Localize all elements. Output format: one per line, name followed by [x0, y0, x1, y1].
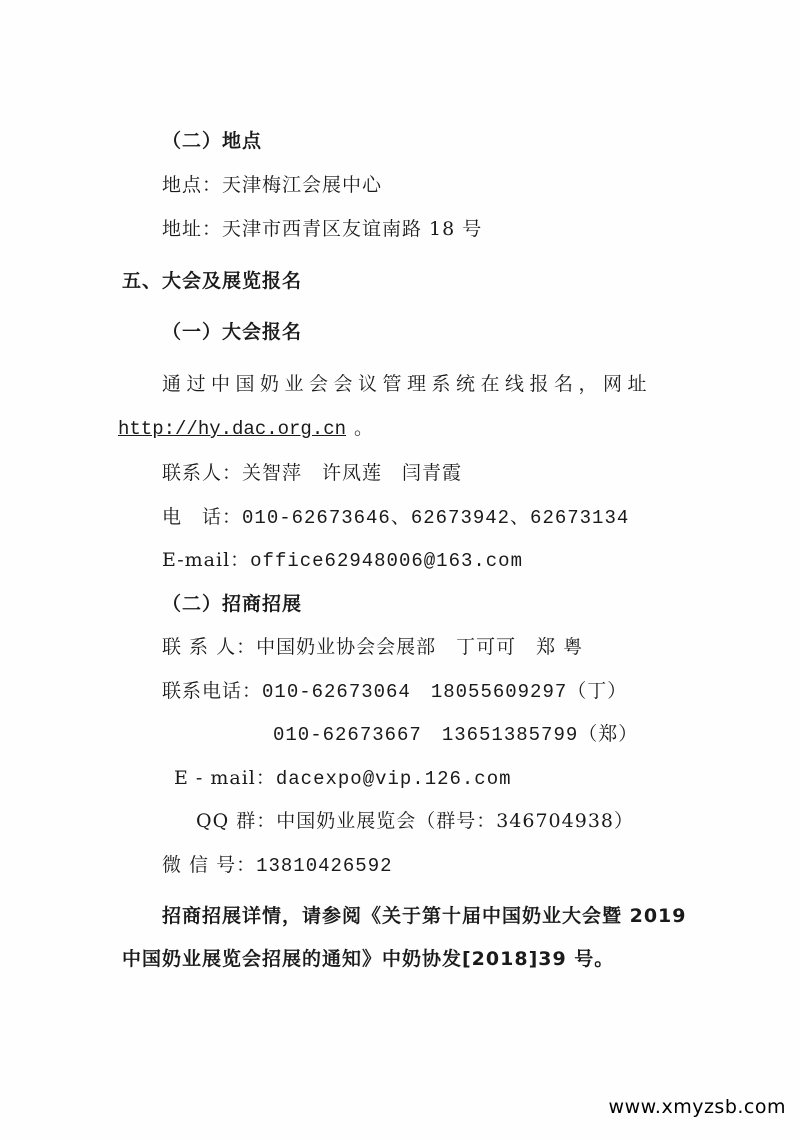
exhibition-qq-value: 中国奶业展览会（群号：346704938） — [276, 810, 634, 832]
venue-label: 地点： — [162, 174, 223, 196]
exhibition-contacts-row — [162, 632, 583, 659]
exhibition-phone-value-2: 010-62673667 13651385799（郑） — [273, 724, 639, 746]
address-row — [162, 214, 482, 241]
exhibition-email-value: dacexpo@vip.126.com — [275, 768, 512, 790]
conference-registration-heading: （一）大会报名 — [162, 321, 303, 343]
exhibition-email-row — [174, 763, 512, 790]
exhibition-wechat-row — [162, 850, 393, 877]
address-label: 地址： — [162, 218, 223, 240]
exhibition-wechat-value: 13810426592 — [256, 855, 393, 877]
registration-phone-value: 010-62673646、62673942、62673134 — [242, 507, 630, 529]
exhibition-note-line-1: 招商招展详情，请参阅《关于第十届中国奶业大会暨 2019 — [162, 905, 687, 927]
registration-text: 通过中国奶业会会议管理系统在线报名，网址 — [162, 373, 653, 395]
section-registration-heading: 五、大会及展览报名 — [122, 270, 303, 292]
exhibition-phone-label: 联系电话： — [162, 680, 263, 702]
exhibition-qq-row — [196, 806, 634, 833]
registration-url-link[interactable]: http://hy.dac.org.cn — [118, 418, 347, 440]
registration-contacts-label: 联系人： — [162, 462, 243, 484]
registration-email-label: E-mail： — [162, 549, 251, 571]
registration-phone-row — [162, 502, 629, 529]
registration-url-row — [118, 413, 374, 440]
registration-phone-label: 电 话： — [162, 506, 243, 528]
exhibition-email-label: E - mail： — [174, 767, 276, 789]
registration-contacts-value: 关智萍 许凤莲 闫青霞 — [242, 462, 463, 484]
exhibition-qq-label: QQ 群： — [196, 810, 277, 832]
exhibition-contacts-value: 中国奶业协会会展部 丁可可 郑 粤 — [256, 636, 584, 658]
exhibition-wechat-label: 微 信 号： — [162, 854, 257, 876]
exhibition-note-line-2: 中国奶业展览会招展的通知》中奶协发[2018]39 号。 — [122, 948, 615, 970]
venue-row — [162, 170, 382, 197]
address-value: 天津市西青区友谊南路 18 号 — [222, 218, 483, 240]
exhibition-contacts-label: 联 系 人： — [162, 636, 257, 658]
exhibition-heading: （二）招商招展 — [162, 593, 303, 615]
registration-url-suffix: 。 — [354, 417, 375, 439]
exhibition-phone-value-1: 010-62673064 18055609297（丁） — [262, 681, 628, 703]
site-watermark: www.xmyzsb.com — [608, 1096, 786, 1118]
venue-value: 天津梅江会展中心 — [222, 174, 383, 196]
registration-email-value: office62948006@163.com — [250, 550, 523, 572]
exhibition-phone-row — [162, 676, 627, 703]
section-venue-heading: （二）地点 — [162, 130, 263, 152]
registration-email-row — [162, 545, 523, 572]
registration-contacts-row — [162, 458, 462, 485]
